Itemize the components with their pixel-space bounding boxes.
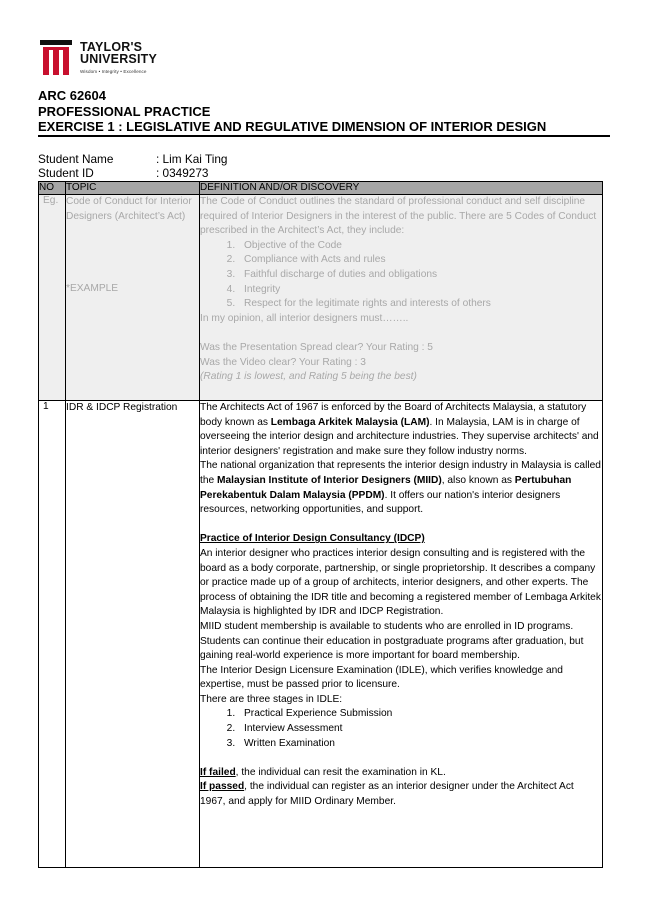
heading-divider	[38, 135, 610, 137]
paragraph-lam: The Architects Act of 1967 is enforced by the Board of Architects Malaysia, a statutory body known as Lembaga Arkitek Malaysia (LAM). In Malaysia, LAM is in charge of overseeing the interior design and architecture industries. They supervise architects' and interior designers' registration and make sure they follow industry norms.	[200, 402, 599, 457]
table-header-row	[39, 182, 603, 195]
failed-label: If failed	[200, 766, 236, 778]
exercise-table	[38, 181, 603, 868]
logo-name-line2: UNIVERSITY	[80, 52, 158, 66]
student-id-label: Student ID	[38, 166, 94, 180]
paragraph-idcp: An interior designer who practices interior design consulting and is registered with the board as a body corporate, partnership, or single proprietorship. It describes a company or practice made up of a group of architects, interior designers, and other experts. The process of obtaining the IDR title and becoming a registered member of Lembaga Arkitek Malaysia is highlighted by IDR and IDCP Registration.	[200, 547, 601, 618]
example-topic	[66, 195, 200, 401]
example-note: *EXAMPLE	[66, 283, 119, 295]
entry-topic	[66, 401, 200, 868]
column-header-no: NO	[39, 182, 66, 195]
paragraph-idle: The Interior Design Licensure Examination (IDLE), which verifies knowledge and expertise, must be passed prior to licensure.	[200, 664, 563, 691]
document-headings	[38, 88, 610, 135]
idle-stages-list	[200, 707, 602, 751]
course-name: PROFESSIONAL PRACTICE	[38, 103, 211, 119]
entry-topic-text: IDR & IDCP Registration	[66, 402, 178, 413]
example-row	[39, 195, 603, 401]
column-header-definition: DEFINITION AND/OR DISCOVERY	[200, 182, 603, 195]
miid-name: Malaysian Institute of Interior Designers (MIID)	[217, 474, 442, 486]
student-name-value: : Lim Kai Ting	[156, 152, 228, 166]
logo-wordmark	[80, 41, 157, 65]
rating-note: (Rating 1 is lowest, and Rating 5 being the best)	[200, 371, 417, 383]
ppdm-name: Pertubuhan Perekabentuk Dalam Malaysia (PPDM)	[200, 474, 572, 501]
logo-name-line1: TAYLOR'S	[80, 40, 143, 54]
list-item: 2. Interview Assessment	[238, 722, 602, 737]
example-topic-text: Code of Conduct for Interior Designers (Architect’s Act)	[66, 196, 192, 222]
rating-video: Was the Video clear? Your Rating : 3	[200, 356, 366, 368]
list-item: 2. Compliance with Acts and rules	[238, 253, 602, 268]
table-row	[39, 401, 603, 868]
example-definition	[200, 195, 603, 401]
example-intro: The Code of Conduct outlines the standard of professional conduct and self discipline required of Interior Designers in the interest of the public. There are 5 Codes of Conduct prescribed in the Architect’s Act, they include:	[200, 196, 597, 237]
column-header-topic: TOPIC	[66, 182, 200, 195]
paragraph-membership: MIID student membership is available to students who are enrolled in ID programs. Students can continue their education in postgraduate programs after graduation, but gaining real-world experience is more important for board membership.	[200, 620, 584, 662]
example-code-list	[200, 239, 602, 312]
paragraph-failed: If failed, the individual can resit the examination in KL.	[200, 766, 446, 778]
passed-label: If passed	[200, 781, 245, 793]
list-item: 5. Respect for the legitimate rights and interests of others	[238, 297, 602, 312]
course-code: ARC 62604	[38, 88, 106, 103]
rating-spread: Was the Presentation Spread clear? Your Rating : 5	[200, 341, 433, 353]
paragraph-stages: There are three stages in IDLE:	[200, 693, 343, 705]
entry-no: 1	[39, 401, 66, 868]
paragraph-passed: If passed, the individual can register as an interior designer under the Architect Act 1967, and apply for MIID Ordinary Member.	[200, 781, 574, 808]
taylors-crest-icon	[40, 40, 72, 76]
student-name-label: Student Name	[38, 152, 114, 166]
example-no: Eg.	[39, 195, 66, 401]
exercise-title: EXERCISE 1 : LEGISLATIVE AND REGULATIVE DIMENSION OF INTERIOR DESIGN	[38, 119, 547, 134]
list-item: 3. Written Examination	[238, 737, 602, 752]
entry-definition	[200, 401, 603, 868]
university-logo	[40, 40, 170, 80]
idcp-subheading: Practice of Interior Design Consultancy (IDCP)	[200, 533, 425, 545]
list-item: 4. Integrity	[238, 283, 602, 298]
list-item: 1. Objective of the Code	[238, 239, 602, 254]
paragraph-miid: The national organization that represents the interior design industry in Malaysia is called the Malaysian Institute of Interior Designers (MIID), also known as Pertubuhan Perekabentuk Dalam Malaysia (PPDM). It offers our nation's interior designers resources, networking opportunities, and support.	[200, 460, 601, 516]
list-item: 1. Practical Experience Submission	[238, 707, 602, 722]
logo-tagline: Wisdom • Integrity • Excellence	[80, 69, 147, 74]
student-id-value: : 0349273	[156, 166, 209, 180]
list-item: 3. Faithful discharge of duties and obligations	[238, 268, 602, 283]
example-opinion: In my opinion, all interior designers must……..	[200, 312, 409, 324]
lam-name: Lembaga Arkitek Malaysia (LAM)	[270, 416, 430, 428]
